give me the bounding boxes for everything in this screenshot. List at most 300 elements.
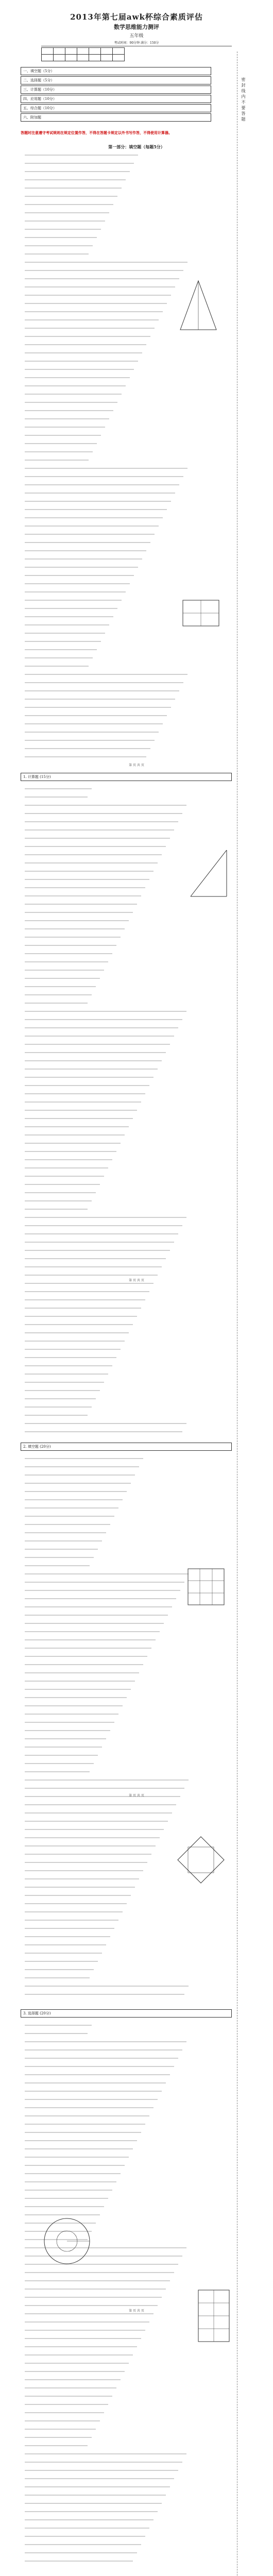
text-line [25, 163, 134, 164]
text-line [25, 1390, 100, 1391]
text-line [25, 1423, 186, 1424]
section-label: 三、计算题（10分） [21, 86, 211, 94]
text-line [25, 1003, 88, 1004]
text-line [25, 633, 105, 634]
text-line [25, 1266, 162, 1267]
text-line [25, 2157, 129, 2158]
text-line [25, 1681, 135, 1682]
text-line [25, 2297, 162, 2298]
text-line [25, 723, 163, 724]
text-line [25, 575, 134, 576]
text-line [25, 1854, 151, 1855]
text-line [25, 608, 117, 609]
text-line [25, 2470, 178, 2471]
text-line [25, 895, 141, 896]
text-line [25, 468, 187, 469]
text-line [25, 1299, 145, 1300]
text-line [25, 212, 109, 213]
text-line [25, 1540, 102, 1541]
text-line [25, 1911, 123, 1912]
text-line [25, 945, 116, 946]
text-line [25, 1225, 182, 1226]
text-line [25, 1747, 102, 1748]
section-label: 二、选择题（5分） [21, 76, 211, 84]
text-line [25, 1316, 137, 1317]
text-line [25, 1349, 121, 1350]
text-line [25, 1036, 174, 1037]
text-line [25, 1763, 94, 1764]
text-line [25, 2107, 153, 2108]
text-line [25, 1780, 189, 1781]
text-line [25, 1357, 116, 1358]
text-line [25, 558, 142, 560]
text-line [25, 690, 179, 691]
text-line [25, 1812, 172, 1814]
text-line [25, 1986, 189, 1987]
text-line [25, 666, 89, 667]
text-line [25, 1870, 143, 1871]
text-line [25, 410, 113, 411]
text-line [25, 1275, 158, 1276]
text-line [25, 1705, 123, 1706]
text-line [25, 732, 159, 733]
text-line [25, 311, 163, 312]
text-line [25, 1977, 90, 1978]
text-line [25, 1499, 123, 1500]
text-line [25, 699, 175, 700]
text-line [25, 443, 97, 444]
text-line [25, 221, 105, 222]
section-heading: 1. 计算题 (15分) [21, 773, 232, 781]
text-line [25, 1415, 88, 1416]
text-line [25, 1291, 149, 1292]
text-line [25, 649, 97, 650]
text-line [25, 344, 146, 345]
text-line [25, 2091, 162, 2092]
text-line [25, 879, 149, 880]
text-line [25, 188, 122, 189]
text-line [25, 2066, 174, 2067]
score-cell [54, 55, 65, 61]
text-line [25, 2486, 170, 2487]
text-line [25, 1176, 104, 1177]
text-line [25, 1126, 129, 1127]
text-line [25, 624, 109, 625]
text-line [25, 319, 159, 320]
score-cell [54, 48, 65, 55]
text-line [25, 1994, 184, 1995]
text-line [25, 179, 126, 180]
text-line [25, 748, 150, 749]
text-line [25, 253, 89, 255]
text-line [25, 920, 129, 921]
text-line [25, 1200, 92, 1201]
text-line [25, 1101, 141, 1103]
text-line [25, 2033, 88, 2034]
text-line [25, 484, 179, 485]
text-line [25, 1085, 149, 1086]
text-line [25, 2346, 137, 2347]
text-line [25, 1167, 108, 1168]
score-cell [113, 55, 125, 61]
text-line [25, 1969, 94, 1970]
section-label: 六、附加题 [21, 113, 211, 122]
text-line [25, 2363, 129, 2364]
text-line [25, 237, 97, 238]
triangle-figure [175, 278, 221, 335]
text-line [25, 2099, 158, 2100]
text-line [25, 2049, 182, 2050]
text-line [25, 591, 126, 592]
text-line [25, 871, 153, 872]
text-line [25, 1011, 186, 1012]
text-line [25, 1755, 98, 1756]
text-line [25, 2115, 149, 2116]
text-line [25, 1961, 98, 1962]
text-line [25, 1532, 106, 1533]
text-line [25, 1829, 164, 1830]
text-line [25, 1134, 125, 1136]
section-label: 五、综合题（10分） [21, 104, 211, 112]
text-line [25, 2371, 125, 2372]
score-cell [77, 48, 89, 55]
text-line [25, 1324, 133, 1325]
text-line [25, 978, 100, 979]
text-line [25, 1077, 153, 1078]
grid-figure [180, 598, 221, 629]
text-line [25, 2387, 116, 2388]
page-footer: 第 页 共 页 [129, 1794, 144, 1798]
section-label: 四、应用题（10分） [21, 95, 211, 103]
text-line [25, 1283, 153, 1284]
score-cell [113, 48, 125, 55]
text-line [25, 369, 134, 370]
text-line [25, 352, 142, 353]
score-cell [65, 55, 77, 61]
text-line [25, 394, 122, 395]
grid-table-figure [196, 2287, 232, 2344]
text-line [25, 838, 170, 839]
text-line [25, 1837, 160, 1838]
text-line [25, 2462, 182, 2463]
text-line [25, 451, 93, 452]
score-cell [42, 48, 54, 55]
text-line [25, 2082, 166, 2083]
text-line [25, 1944, 106, 1945]
text-line [25, 2132, 141, 2133]
text-line [25, 1458, 143, 1459]
text-line [25, 937, 121, 938]
slope-figure [185, 845, 232, 902]
text-line [25, 1475, 135, 1476]
text-line [25, 1738, 106, 1739]
text-line [25, 1093, 145, 1094]
text-line [25, 740, 155, 741]
text-line [25, 674, 187, 675]
text-line [25, 2173, 121, 2174]
text-line [25, 550, 146, 551]
text-line [25, 1557, 94, 1558]
text-line [25, 418, 109, 419]
text-line [25, 715, 167, 716]
text-line [25, 328, 155, 329]
seal-line-label: 密封线内不要答题 [241, 77, 246, 123]
text-line [25, 385, 126, 386]
text-line [25, 1483, 131, 1484]
text-line [25, 2453, 186, 2454]
text-line [25, 361, 138, 362]
text-line [25, 1466, 139, 1467]
score-cell [77, 55, 89, 61]
text-line [25, 2404, 108, 2405]
text-line [25, 1110, 137, 1111]
text-line [25, 509, 167, 510]
text-line [25, 2478, 174, 2479]
text-line [25, 2420, 100, 2421]
text-line [25, 286, 175, 287]
document-subtitle: 数学思维能力测评 [114, 24, 159, 30]
text-line [25, 1184, 100, 1185]
text-line [25, 1565, 90, 1566]
text-line [25, 682, 183, 683]
text-line [25, 1516, 114, 1517]
text-line [25, 1953, 102, 1954]
text-line [25, 970, 104, 971]
text-line [25, 229, 101, 230]
text-line [25, 1406, 92, 1408]
text-line [25, 2165, 125, 2166]
text-line [25, 2330, 145, 2331]
section-label: 一、填空题（5分） [21, 67, 211, 75]
text-line [25, 1689, 131, 1690]
text-line [25, 788, 92, 789]
text-line [25, 1862, 147, 1863]
text-line [25, 303, 167, 304]
text-line [25, 1308, 141, 1309]
text-line [25, 1524, 110, 1525]
text-line [25, 583, 130, 584]
text-line [25, 270, 183, 271]
text-line [25, 1821, 168, 1822]
text-line [25, 2280, 170, 2281]
text-line [25, 1233, 178, 1234]
text-line [25, 805, 186, 806]
text-line [25, 1598, 176, 1599]
text-line [25, 1118, 133, 1119]
text-line [25, 476, 183, 477]
text-line [25, 2289, 166, 2290]
text-line [25, 862, 158, 863]
text-line [25, 829, 174, 831]
text-line [25, 813, 182, 814]
text-line [25, 1639, 156, 1640]
part-heading: 第一部分：填空题（每题5分） [108, 144, 165, 149]
text-line [25, 1928, 114, 1929]
text-line [25, 1730, 110, 1731]
score-cell [101, 48, 113, 55]
text-line [25, 1631, 160, 1632]
text-line [25, 1648, 151, 1649]
page-footer: 第 页 共 页 [129, 764, 144, 767]
text-line [25, 600, 122, 601]
text-line [25, 1920, 118, 1921]
text-line [25, 641, 101, 642]
text-line [25, 1341, 125, 1342]
text-line [25, 1573, 189, 1574]
text-line [25, 534, 155, 535]
text-line [25, 846, 166, 847]
text-line [25, 1507, 118, 1509]
text-line [25, 402, 117, 403]
text-line [25, 2412, 104, 2413]
text-line [25, 912, 133, 913]
text-line [25, 2561, 133, 2562]
text-line [25, 1250, 170, 1251]
text-line [25, 1672, 139, 1673]
score-cell [89, 48, 101, 55]
text-line [25, 278, 179, 279]
text-line [25, 1060, 162, 1061]
score-cell [65, 48, 77, 55]
text-line [25, 2198, 108, 2199]
text-line [25, 2552, 137, 2553]
text-line [25, 295, 171, 296]
text-line [25, 1656, 147, 1657]
text-line [25, 1192, 96, 1193]
text-line [25, 2354, 133, 2355]
text-line [25, 1714, 118, 1715]
text-line [25, 2321, 149, 2323]
text-line [25, 2140, 137, 2141]
text-line [25, 262, 187, 263]
text-line [25, 460, 89, 461]
notice-text: 答题时注意遵守考试规则在规定位置作答，不得在答题卡规定以外书写作答，不得使用计算器。 [21, 130, 172, 135]
text-line [25, 1332, 129, 1333]
text-line [25, 2181, 116, 2182]
text-line [25, 2041, 186, 2042]
text-line [25, 854, 162, 855]
text-line [25, 1052, 166, 1053]
text-line [25, 1887, 135, 1888]
text-line [25, 2503, 162, 2504]
section-heading: 2. 填空题 (20分) [21, 1443, 232, 1451]
text-line [25, 2396, 112, 2397]
text-line [25, 377, 130, 378]
text-line [25, 1143, 121, 1144]
text-line [25, 953, 112, 954]
score-cell [89, 55, 101, 61]
text-line [25, 204, 113, 205]
text-line [25, 2305, 158, 2306]
text-line [25, 1903, 127, 1904]
text-line [25, 1069, 158, 1070]
page-footer: 第 页 共 页 [129, 1279, 144, 1282]
text-line [25, 821, 178, 822]
text-line [25, 526, 159, 527]
text-line [25, 928, 125, 929]
text-line [25, 2148, 133, 2149]
text-line [25, 2528, 149, 2529]
text-line [25, 567, 138, 568]
text-line [25, 1398, 96, 1399]
text-line [25, 2519, 153, 2520]
score-cell [101, 55, 113, 61]
text-line [25, 1771, 90, 1772]
text-line [25, 707, 171, 708]
text-line [25, 1431, 182, 1432]
text-line [25, 1788, 184, 1789]
page-footer: 第 页 共 页 [129, 2309, 144, 2313]
text-line [25, 2058, 178, 2059]
text-line [25, 1019, 182, 1020]
text-line [25, 2511, 158, 2512]
text-line [25, 2429, 96, 2430]
text-line [25, 2190, 112, 2191]
grade-label: 五年级 [129, 33, 144, 39]
text-line [25, 1878, 139, 1879]
text-line [25, 1936, 110, 1937]
section-heading: 3. 选择题 (20分) [21, 2009, 232, 2018]
text-line [25, 2124, 145, 2125]
text-line [25, 1159, 112, 1160]
document-title: 2013年第七届awk杯综合素质评估 [70, 12, 203, 22]
text-line [25, 1365, 112, 1366]
text-line [25, 961, 108, 962]
text-line [25, 2495, 166, 2496]
square-grid-figure [185, 1566, 227, 1607]
text-line [25, 1044, 170, 1045]
text-line [25, 1209, 88, 1210]
text-line [25, 2313, 153, 2314]
exam-info: 考试时间：90分钟 满分：150分 [41, 40, 232, 46]
text-line [25, 2544, 141, 2545]
text-line [25, 1895, 131, 1896]
text-line [25, 1722, 114, 1723]
text-line [25, 171, 130, 172]
text-line [25, 986, 96, 987]
text-line [25, 427, 105, 428]
text-line [25, 657, 93, 658]
text-line [25, 2437, 92, 2438]
text-line [25, 1615, 168, 1616]
text-line [25, 1151, 116, 1152]
text-line [25, 2536, 145, 2537]
score-table [41, 47, 125, 61]
text-line [25, 1027, 178, 1028]
text-line [25, 1664, 143, 1665]
text-line [25, 1491, 127, 1492]
circle-figure [41, 2215, 93, 2267]
text-line [25, 1845, 156, 1846]
text-line [25, 435, 101, 436]
text-line [25, 1242, 174, 1243]
text-line [25, 1623, 164, 1624]
text-line [25, 2074, 170, 2075]
text-line [25, 517, 163, 518]
text-line [25, 336, 150, 337]
text-line [25, 1582, 184, 1583]
text-line [25, 1382, 104, 1383]
text-line [25, 1590, 180, 1591]
text-line [25, 501, 171, 502]
text-line [25, 493, 175, 494]
text-line [25, 1606, 172, 1607]
text-line [25, 196, 117, 197]
text-line [25, 155, 138, 156]
text-line [25, 2338, 141, 2339]
text-line [25, 245, 93, 246]
text-line [25, 2379, 121, 2380]
